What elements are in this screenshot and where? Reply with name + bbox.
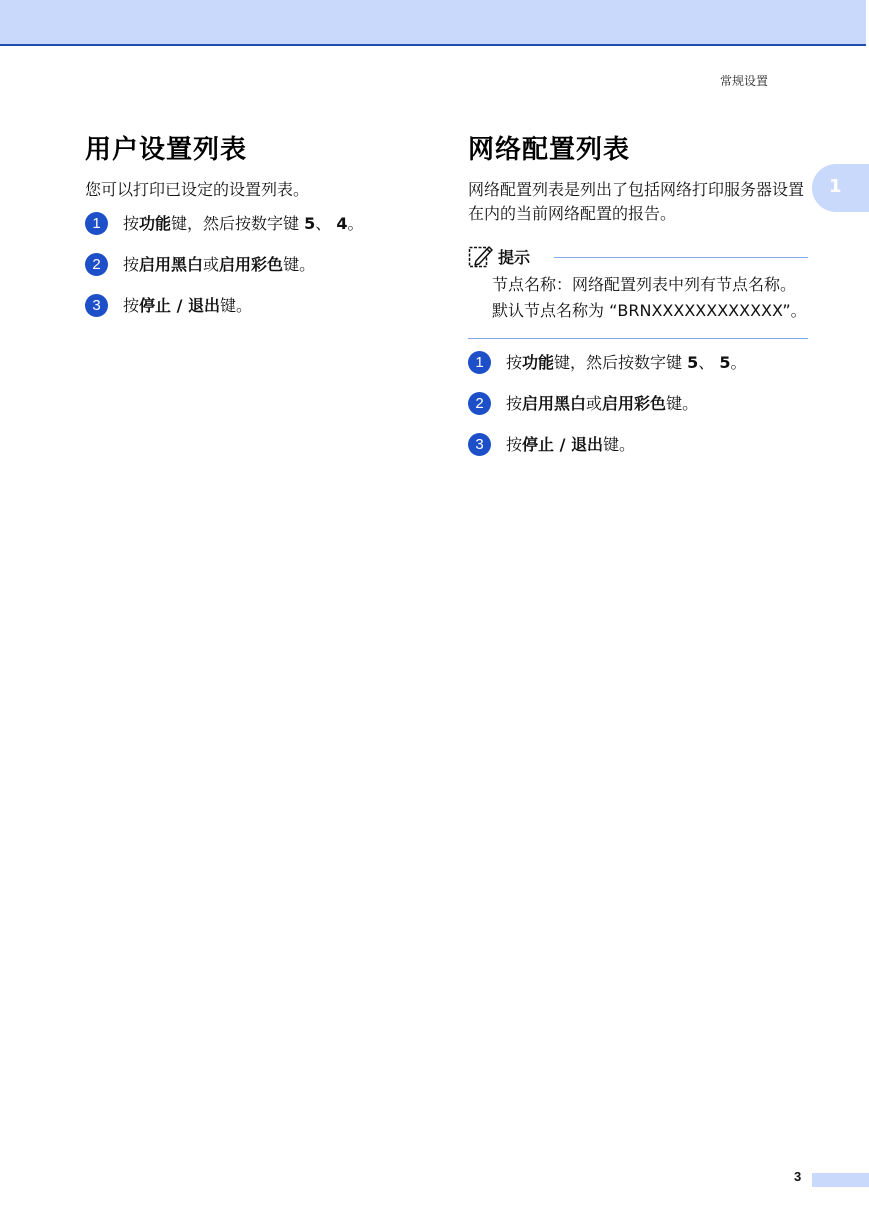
section-title: 用户设置列表 [85,135,248,165]
step-text: 按启用黑白或启用彩色键。 [506,394,699,413]
key-name: 停止 / 退出 [139,296,221,315]
key-name: 启用黑白 [139,255,204,274]
note-header [468,244,808,268]
page-number: 3 [794,1169,802,1184]
key-name: 功能 [522,353,555,372]
key-name: 功能 [139,214,172,233]
digit-key: 4 [336,214,348,233]
step-item [468,351,808,392]
footer-tab [812,1173,869,1187]
step-number-badge: 2 [85,253,108,276]
chapter-number: 1 [829,176,842,197]
digit-key: 5 [719,353,731,372]
step-item [85,294,430,335]
section-intro: 您可以打印已设定的设置列表。 [85,180,310,199]
digit-key: 5 [687,353,699,372]
step-item [468,433,808,474]
step-number-badge: 3 [85,294,108,317]
step-item [85,212,430,253]
note-label: 提示 [498,247,531,267]
note-text: 节点名称：网络配置列表中列有节点名称。默认节点名称为 “BRNXXXXXXXXXXXX”。 [492,275,807,320]
step-text: 按停止 / 退出键。 [123,296,253,315]
step-number-badge: 3 [468,433,491,456]
running-header-title: 常规设置 [720,74,769,88]
step-text: 按启用黑白或启用彩色键。 [123,255,316,274]
section-intro: 网络配置列表是列出了包括网络打印服务器设置在内的当前网络配置的报告。 [468,180,805,223]
note-divider [554,257,808,258]
note-pencil-icon [468,244,494,268]
step-number-badge: 2 [468,392,491,415]
step-item [85,253,430,294]
top-header-band [0,0,866,46]
step-text: 按停止 / 退出键。 [506,435,636,454]
key-name: 启用黑白 [522,394,587,413]
user-settings-section [85,132,430,335]
network-config-section [468,132,808,474]
step-item [468,392,808,433]
key-name: 启用彩色 [219,255,284,274]
step-text: 按功能键，然后按数字键 5、 4。 [123,214,364,233]
digit-key: 5 [304,214,316,233]
key-name: 启用彩色 [602,394,667,413]
key-name: 停止 / 退出 [522,435,604,454]
section-title: 网络配置列表 [468,135,631,165]
step-number-badge: 1 [468,351,491,374]
step-number-badge: 1 [85,212,108,235]
step-list [468,351,808,474]
chapter-tab [812,164,869,212]
step-text: 按功能键，然后按数字键 5、 5。 [506,353,747,372]
step-list [85,212,430,335]
note-box [468,244,808,339]
